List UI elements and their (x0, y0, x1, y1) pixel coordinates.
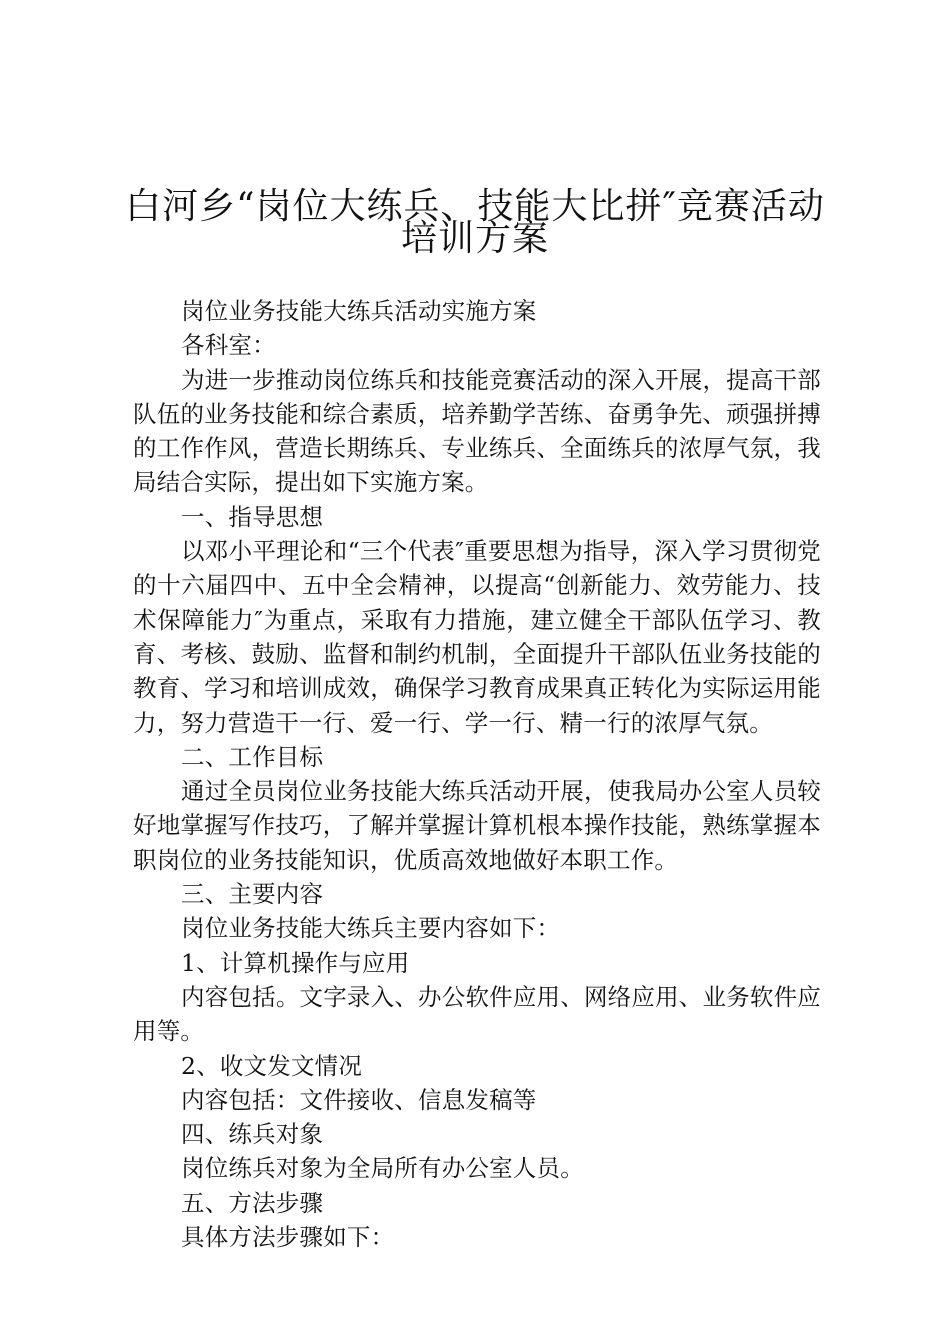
paragraph-work-goals: 通过全员岗位业务技能大练兵活动开展，使我局办公室人员较好地掌握写作技巧，了解并掌握计算机根本操作技能，熟练掌握本职岗位的业务技能知识，优质高效地做好本职工作。 (133, 777, 821, 874)
paragraph-intro: 为进一步推动岗位练兵和技能竞赛活动的深入开展，提高干部队伍的业务技能和综合素质，培养勤学苦练、奋勇争先、顽强拼搏的工作作风，营造长期练兵、专业练兵、全面练兵的浓厚气氛，我局结合实际，提出如下实施方案。 (133, 365, 821, 497)
section-heading-training-targets: 四、练兵对象 (181, 1120, 324, 1149)
item-heading-document-handling: 2、收文发文情况 (181, 1051, 363, 1080)
section-heading-work-goals: 二、工作目标 (181, 742, 324, 771)
paragraph-computer-operation: 内容包括。文字录入、办公软件应用、网络应用、业务软件应用等。 (133, 982, 821, 1046)
paragraph-main-content-intro: 岗位业务技能大练兵主要内容如下： (181, 914, 561, 943)
document-title-line-2: 培训方案 (400, 218, 549, 259)
paragraph-method-steps: 具体方法步骤如下： (181, 1223, 395, 1252)
paragraph-training-targets: 岗位练兵对象为全局所有办公室人员。 (181, 1154, 584, 1183)
document-body (133, 294, 821, 1254)
item-heading-computer-operation: 1、计算机操作与应用 (181, 948, 410, 977)
document-title-line-1: 白河乡“岗位大练兵、技能大比拼″竞赛活动 (125, 186, 825, 227)
paragraph-guiding-ideology: 以邓小平理论和“三个代表″重要思想为指导，深入学习贯彻党的十六届四中、五中全会精神，以提高“创新能力、效劳能力、技术保障能力″为重点，采取有力措施，建立健全干部队伍学习、教育、考核、鼓励、监督和制约机制，全面提升干部队伍业务技能的教育、学习和培训成效，确保学习教育成果真正转化为实际运用能力，努力营造干一行、爱一行、学一行、精一行的浓厚气氛。 (133, 537, 821, 737)
paragraph-plan-name: 岗位业务技能大练兵活动实施方案 (181, 297, 537, 325)
section-heading-main-content: 三、主要内容 (181, 880, 324, 909)
section-heading-method-steps: 五、方法步骤 (181, 1188, 324, 1217)
paragraph-document-handling: 内容包括：文件接收、信息发稿等 (181, 1085, 537, 1114)
paragraph-salutation: 各科室： (181, 331, 276, 360)
section-heading-guiding-ideology: 一、指导思想 (181, 502, 324, 531)
